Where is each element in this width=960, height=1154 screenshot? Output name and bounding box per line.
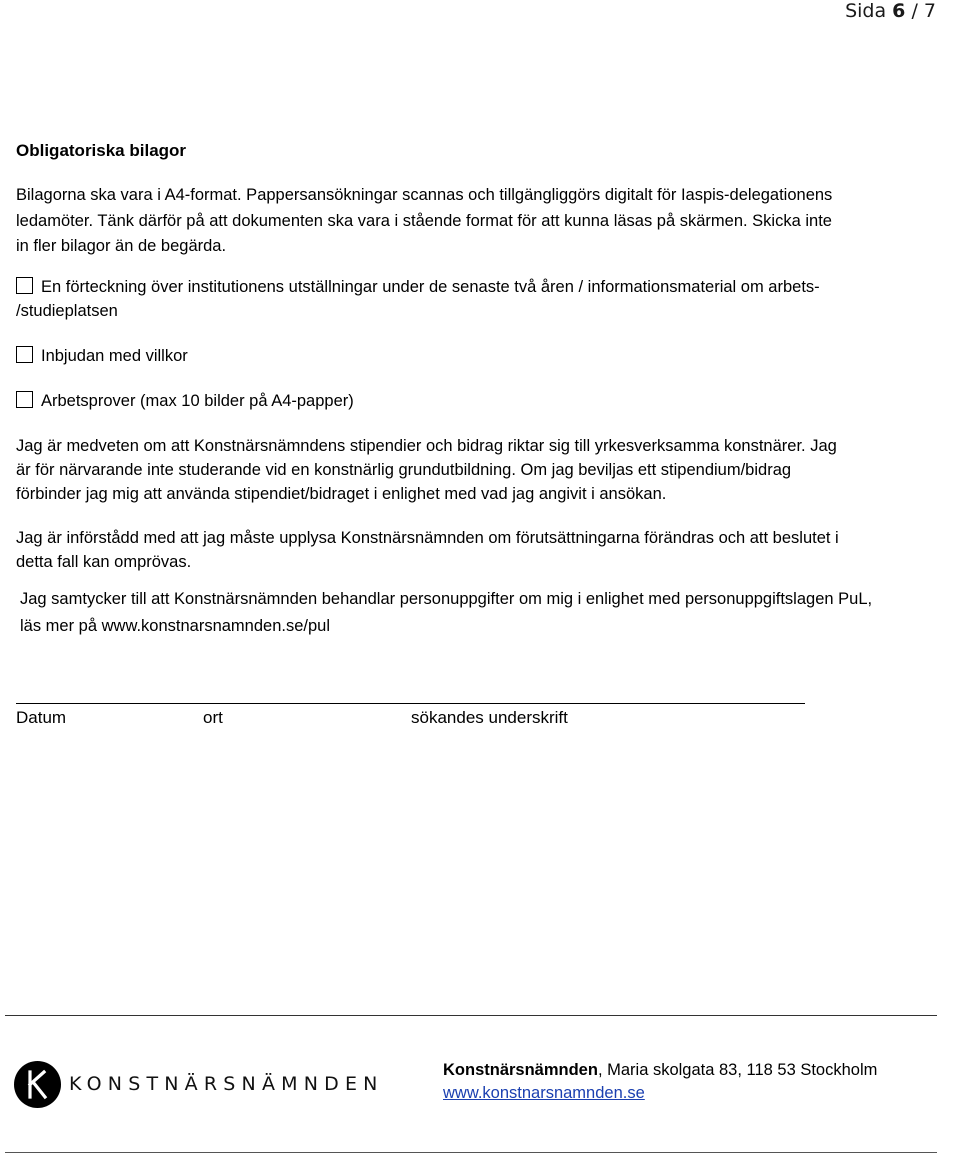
declaration-professional — [16, 434, 946, 506]
invitation-checkbox[interactable] — [16, 346, 33, 363]
logo-circle-icon — [14, 1061, 61, 1108]
logo-k-icon — [14, 1061, 61, 1108]
footer-divider — [5, 1015, 937, 1016]
checkbox-label: Arbetsprover (max 10 bilder på A4-papper) — [41, 392, 354, 410]
declaration-notify — [16, 526, 946, 574]
checkbox-label: En förteckning över institutionens utställningar under de senaste två åren / informationsmaterial om arbets- — [41, 278, 820, 296]
page-separator: / — [911, 0, 918, 22]
page-indicator — [845, 0, 936, 22]
intro-line: ledamöter. Tänk därför på att dokumenten ska vara i stående format för att kunna läsas på skärmen. Skicka inte — [16, 211, 832, 230]
declaration-line: Jag är införstådd med att jag måste upplysa Konstnärsnämnden om förutsättningarna förändras och att beslutet i — [16, 529, 839, 547]
current-page: 6 — [892, 0, 906, 22]
exhibitions-checkbox[interactable] — [16, 277, 33, 294]
declaration-line: förbinder jag mig att använda stipendiet/bidraget i enlighet med vad jag angivit i ansökan. — [16, 485, 667, 503]
declaration-line: är för närvarande inte studerande vid en konstnärlig grundutbildning. Om jag beviljas ett stipendium/bidrag — [16, 461, 792, 479]
declaration-line: Jag samtycker till att Konstnärsnämnden behandlar personuppgifter om mig i enlighet med personuppgiftslagen PuL, — [20, 590, 873, 608]
section-heading: Obligatoriska bilagor — [16, 141, 187, 160]
declaration-line: Jag är medveten om att Konstnärsnämndens stipendier och bidrag riktar sig till yrkesverksamma konstnärer. Jag — [16, 437, 837, 455]
attachment-invitation-item — [16, 344, 188, 368]
intro-line: in fler bilagor än de begärda. — [16, 237, 227, 255]
konstnarsnamnden-logo — [14, 1061, 394, 1109]
total-pages: 7 — [923, 0, 936, 22]
signature-label: sökandes underskrift — [411, 708, 568, 727]
page-prefix: Sida — [845, 0, 887, 22]
footer-contact — [443, 1059, 877, 1105]
website-link[interactable]: www.konstnarsnamnden.se — [443, 1084, 645, 1102]
declaration-line: detta fall kan omprövas. — [16, 553, 192, 571]
checkbox-label: Inbjudan med villkor — [41, 347, 188, 365]
date-label: Datum — [16, 708, 67, 727]
work-samples-checkbox[interactable] — [16, 391, 33, 408]
logo-wordmark: KONSTNÄRSNÄMNDEN — [69, 1073, 384, 1095]
intro-text — [16, 183, 936, 260]
declaration-consent — [20, 586, 950, 640]
attachment-exhibitions-item — [16, 275, 820, 323]
checkbox-label-continued: /studieplatsen — [16, 302, 118, 320]
intro-line: Bilagorna ska vara i A4-format. Pappersansökningar scannas och tillgängliggörs digitalt för Iaspis-delegationens — [16, 186, 833, 204]
org-address: , Maria skolgata 83, 118 53 Stockholm — [597, 1061, 878, 1079]
signature-line[interactable] — [16, 703, 805, 704]
place-label: ort — [203, 708, 223, 727]
footer-bottom-divider — [5, 1152, 937, 1153]
org-name: Konstnärsnämnden — [443, 1061, 598, 1079]
declaration-line: läs mer på www.konstnarsnamnden.se/pul — [20, 617, 330, 635]
attachment-work-samples-item — [16, 389, 354, 413]
